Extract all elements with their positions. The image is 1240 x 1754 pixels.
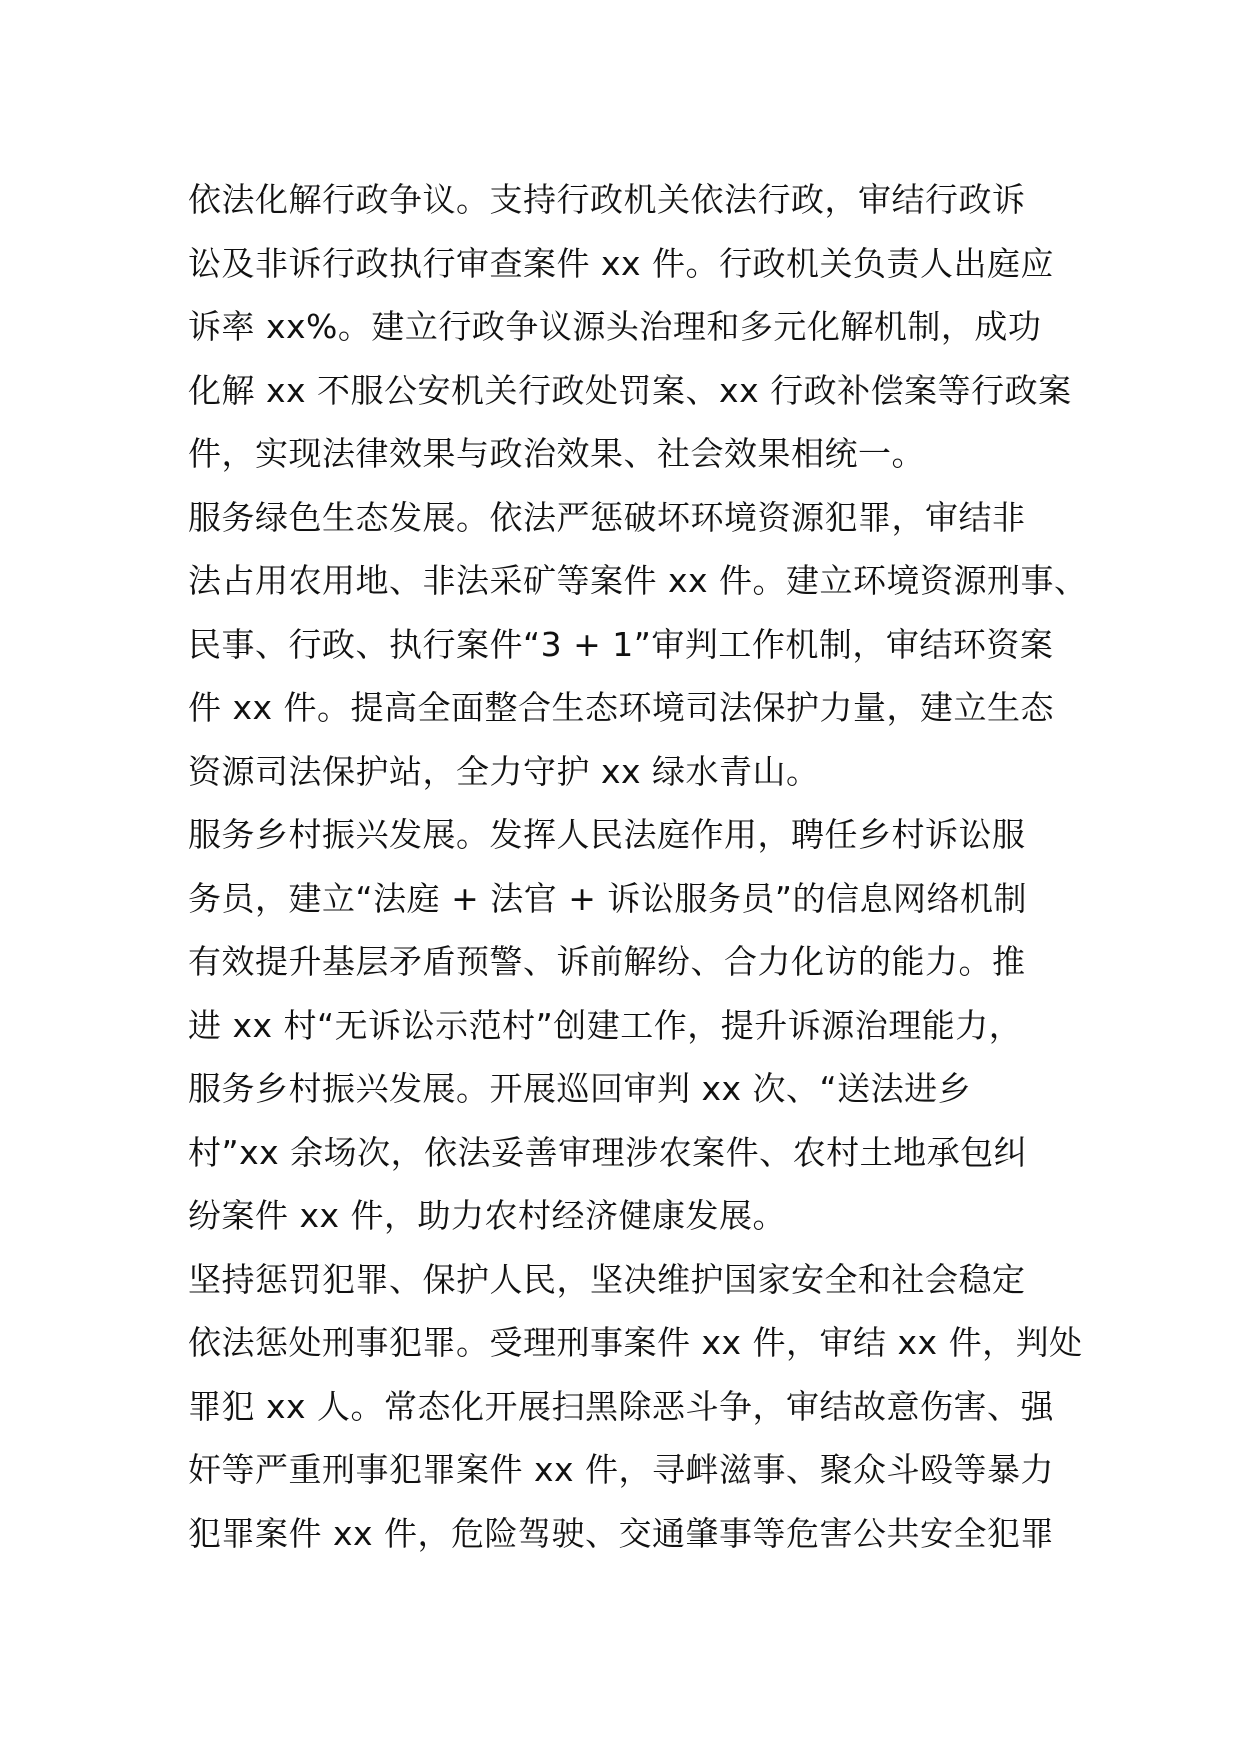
text-line: 依法惩处刑事犯罪。受理刑事案件 xx 件，审结 xx 件，判处: [188, 1323, 1083, 1362]
text-line: 民事、行政、执行案件“3 + 1”审判工作机制，审结环资案: [188, 624, 1054, 664]
text-line: 服务绿色生态发展。依法严惩破坏环境资源犯罪，审结非: [188, 497, 1026, 537]
text-line: 犯罪案件 xx 件，危险驾驶、交通肇事等危害公共安全犯罪: [188, 1513, 1055, 1553]
text-line: 讼及非诉行政执行审查案件 xx 件。行政机关负责人出庭应: [188, 243, 1055, 283]
text-line: 服务乡村振兴发展。开展巡回审判 xx 次、“送法进乡: [188, 1069, 972, 1108]
text-line: 罪犯 xx 人。常态化开展扫黑除恶斗争，审结故意伤害、强: [188, 1386, 1055, 1426]
text-line: 件，实现法律效果与政治效果、社会效果相统一。: [188, 434, 925, 473]
text-line: 资源司法保护站，全力守护 xx 绿水青山。: [188, 751, 820, 791]
text-line: 纷案件 xx 件，助力农村经济健康发展。: [188, 1196, 787, 1235]
text-line: 化解 xx 不服公安机关行政处罚案、xx 行政补偿案等行政案: [188, 370, 1072, 410]
text-line: 有效提升基层矛盾预警、诉前解纷、合力化访的能力。推: [188, 942, 1026, 981]
text-line: 件 xx 件。提高全面整合生态环境司法保护力量，建立生态: [188, 688, 1055, 727]
text-line: 坚持惩罚犯罪、保护人民，坚决维护国家安全和社会稳定: [188, 1259, 1026, 1299]
text-line: 诉率 xx%。建立行政争议源头治理和多元化解机制，成功: [188, 307, 1042, 346]
text-line: 进 xx 村“无诉讼示范村”创建工作，提升诉源治理能力，: [188, 1005, 1023, 1045]
body-text: [188, 168, 1088, 1565]
text-line: 依法化解行政争议。支持行政机关依法行政，审结行政诉: [188, 180, 1026, 219]
text-line: 务员，建立“法庭 + 法官 + 诉讼服务员”的信息网络机制: [188, 878, 1027, 918]
text-line: 奸等严重刑事犯罪案件 xx 件，寻衅滋事、聚众斗殴等暴力: [188, 1450, 1055, 1489]
text-line: 村”xx 余场次，依法妥善审理涉农案件、农村土地承包纠: [188, 1132, 1028, 1172]
text-line: 法占用农用地、非法采矿等案件 xx 件。建立环境资源刑事、: [188, 561, 1088, 600]
text-line: 服务乡村振兴发展。发挥人民法庭作用，聘任乡村诉讼服: [188, 815, 1026, 854]
